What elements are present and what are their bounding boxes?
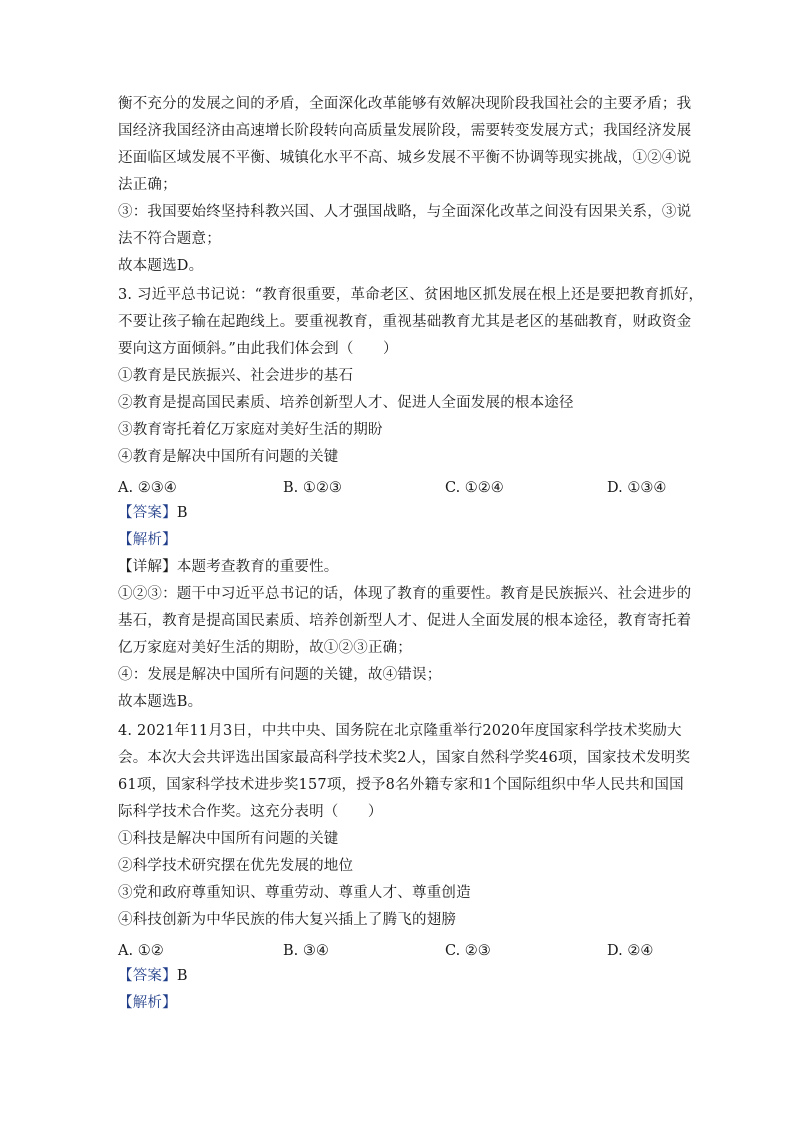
q3-explanation-line: ①②③：题干中习近平总书记的话，体现了教育的重要性。教育是民族振兴、社会进步的 — [118, 586, 692, 602]
q4-option-a: A. ①② — [118, 943, 164, 959]
prev-text-line: 法正确； — [118, 177, 177, 193]
q3-statement: ④教育是解决中国所有问题的关键 — [118, 449, 339, 465]
q3-conclusion: 故本题选B。 — [118, 694, 203, 710]
q3-explanation-line: 基石，教育是提高国民素质、培养创新型人才、促进人全面发展的根本途径，教育寄托着 — [118, 613, 692, 629]
prev-conclusion: 故本题选D。 — [118, 258, 204, 274]
prev-text-line: 衡不充分的发展之间的矛盾，全面深化改革能够有效解决现阶段我国社会的主要矛盾；我 — [118, 96, 692, 112]
answer-value: B — [176, 505, 188, 521]
analysis-tag: 【解析】 — [118, 532, 177, 548]
q3-statement: ③教育寄托着亿万家庭对美好生活的期盼 — [118, 422, 383, 438]
answer-value: B — [176, 968, 188, 984]
q4-stem-line: 4. 2021年11月3日，中共中央、国务院在北京隆重举行2020年度国家科学技术奖励大 — [118, 723, 682, 739]
prev-text-line: 还面临区域发展不平衡、城镇化水平不高、城乡发展不平衡不协调等现实挑战，①②④说 — [118, 150, 692, 166]
q4-option-b: B. ③④ — [283, 943, 329, 959]
q4-option-c: C. ②③ — [445, 943, 491, 959]
q4-stem-line: 际科学技术合作奖。这充分表明（ ） — [118, 804, 383, 820]
q3-option-d: D. ①③④ — [607, 480, 667, 496]
prev-text-line: ③：我国要始终坚持科教兴国、人才强国战略，与全面深化改革之间没有因果关系，③说 — [118, 204, 692, 220]
q3-option-b: B. ①②③ — [283, 480, 342, 496]
answer-tag: 【答案】 — [118, 505, 177, 521]
q4-stem-line: 61项，国家科学技术进步奖157项，授予8名外籍专家和1个国际组织中华人民共和国国 — [118, 777, 684, 793]
q4-answer — [118, 966, 188, 986]
q3-option-c: C. ①②④ — [445, 480, 504, 496]
q3-statement: ①教育是民族振兴、社会进步的基石 — [118, 368, 354, 384]
q4-option-d: D. ②④ — [607, 943, 654, 959]
prev-text-line: 国经济我国经济由高速增长阶段转向高质量发展阶段，需要转变发展方式；我国经济发展 — [118, 123, 692, 139]
q3-explanation-line: ④：发展是解决中国所有问题的关键，故④错误； — [118, 667, 442, 683]
detail-tag: 【详解】 — [118, 559, 177, 575]
analysis-tag: 【解析】 — [118, 995, 177, 1011]
q3-stem-line: 要向这方面倾斜。”由此我们体会到（ ） — [118, 341, 398, 357]
q3-detail — [118, 557, 339, 577]
q3-analysis-tag — [118, 530, 177, 550]
answer-tag: 【答案】 — [118, 968, 177, 984]
q4-stem-line: 会。本次大会共评选出国家最高科学技术奖2人，国家自然科学奖46项，国家技术发明奖 — [118, 750, 691, 766]
q4-statement: ④科技创新为中华民族的伟大复兴插上了腾飞的翅膀 — [118, 912, 457, 928]
q3-stem-line: 不要让孩子输在起跑线上。要重视教育，重视基础教育尤其是老区的基础教育，财政资金 — [118, 314, 692, 330]
q4-statement: ②科学技术研究摆在优先发展的地位 — [118, 858, 354, 874]
q4-statement: ①科技是解决中国所有问题的关键 — [118, 831, 339, 847]
q4-analysis-tag — [118, 993, 177, 1013]
q3-stem-line: 3. 习近平总书记说：“教育很重要，革命老区、贫困地区抓发展在根上还是要把教育抓好， — [118, 287, 704, 303]
q3-explanation-line: 亿万家庭对美好生活的期盼，故①②③正确； — [118, 640, 412, 656]
q3-statement: ②教育是提高国民素质、培养创新型人才、促进人全面发展的根本途径 — [118, 395, 574, 411]
detail-text: 本题考查教育的重要性。 — [176, 559, 339, 575]
prev-text-line: 法不符合题意； — [118, 231, 221, 247]
q3-option-a: A. ②③④ — [118, 480, 177, 496]
q4-statement: ③党和政府尊重知识、尊重劳动、尊重人才、尊重创造 — [118, 885, 471, 901]
q3-answer — [118, 503, 188, 523]
